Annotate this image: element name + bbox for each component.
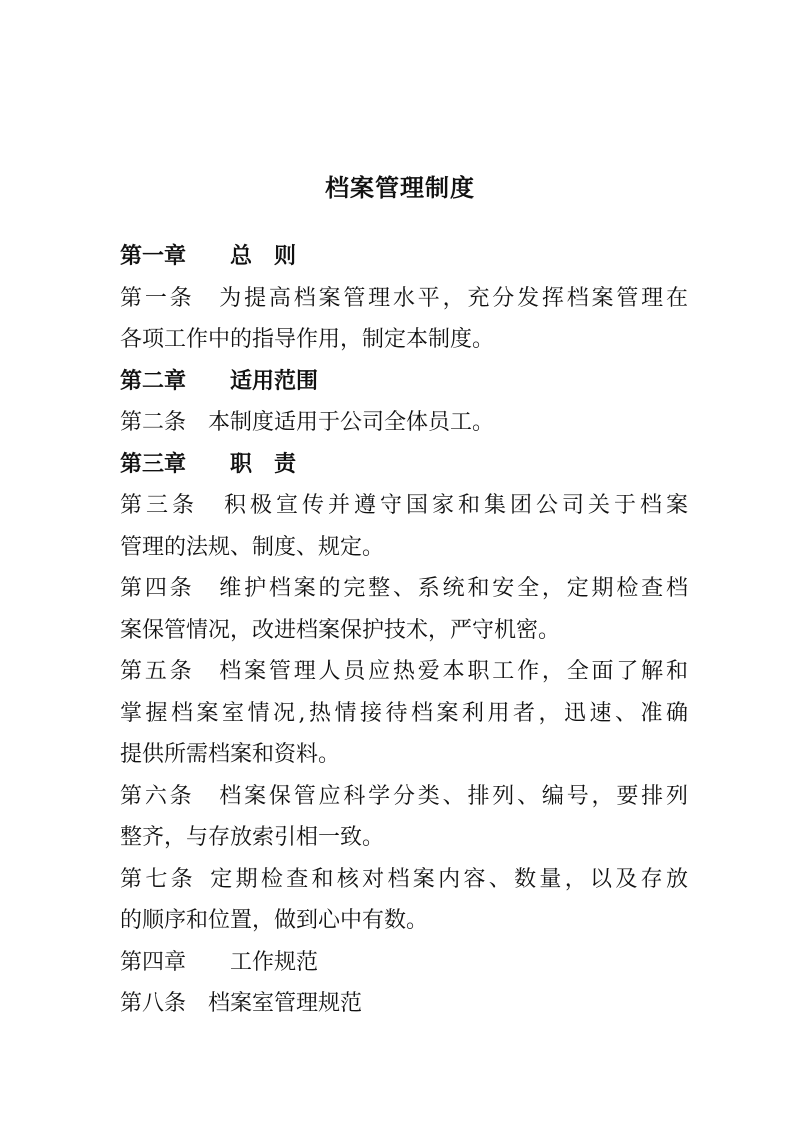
document-title: 档案管理制度 [325, 174, 475, 202]
article-text: 掌握档案室情况,热情接待档案利用者，迅速、准确 [120, 700, 688, 726]
chapter-name: 适用范围 [230, 368, 319, 394]
chapter-heading-2 [120, 361, 688, 403]
chapter-name: 总 则 [230, 244, 297, 269]
article-line [120, 817, 688, 859]
article-line [120, 651, 688, 693]
article-text: 维护档案的完整、系统和安全，定期检查档 [219, 576, 688, 601]
article-text: 管理的法规、制度、规定。 [120, 534, 385, 560]
article-text: 档案管理人员应热爱本职工作，全面了解和 [219, 659, 688, 684]
chapter-heading-3 [120, 444, 688, 486]
article-text: 为提高档案管理水平，充分发挥档案管理在 [219, 285, 688, 311]
article-line [120, 527, 688, 569]
article-text: 档案保管应科学分类、排列、编号，要排列 [219, 783, 688, 809]
article-text: 各项工作中的指导作用，制定本制度。 [120, 327, 495, 352]
article-label: 第八条 [120, 991, 187, 1016]
chapter-label: 第三章 [120, 451, 187, 477]
article-line [120, 485, 688, 527]
article-text: 档案室管理规范 [208, 991, 363, 1016]
chapter-name: 职 责 [230, 451, 297, 477]
article-line [120, 693, 688, 735]
article-label: 第六条 [120, 783, 195, 809]
article-line [120, 859, 688, 901]
chapter-label: 第四章 [120, 949, 187, 975]
article-text: 案保管情况，改进档案保护技术，严守机密。 [120, 617, 561, 643]
article-text: 整齐，与存放索引相一致。 [120, 825, 385, 850]
article-label: 第五条 [120, 659, 195, 684]
chapter-heading-4 [120, 942, 688, 984]
article-label: 第七条 [120, 866, 196, 892]
article-text: 提供所需档案和资料。 [120, 742, 341, 767]
chapter-name: 工作规范 [230, 949, 319, 975]
article-text: 的顺序和位置，做到心中有数。 [120, 908, 429, 933]
article-line [120, 568, 688, 610]
article-line [120, 278, 688, 320]
article-line [120, 983, 688, 1025]
article-line [120, 402, 688, 444]
document-body [120, 236, 688, 1025]
article-text: 本制度适用于公司全体员工。 [208, 410, 495, 435]
article-line [120, 319, 688, 361]
article-line [120, 610, 688, 652]
article-text: 定期检查和核对档案内容、数量，以及存放 [206, 866, 688, 892]
chapter-heading-1 [120, 236, 688, 278]
article-label: 第四条 [120, 576, 195, 601]
article-label: 第一条 [120, 285, 195, 311]
chapter-label: 第二章 [120, 368, 187, 394]
article-label: 第三条 [120, 493, 198, 518]
article-label: 第二条 [120, 410, 187, 435]
article-text: 积极宣传并遵守国家和集团公司关于档案 [224, 493, 688, 518]
article-line [120, 734, 688, 776]
article-line [120, 776, 688, 818]
chapter-label: 第一章 [120, 244, 187, 269]
article-line [120, 900, 688, 942]
